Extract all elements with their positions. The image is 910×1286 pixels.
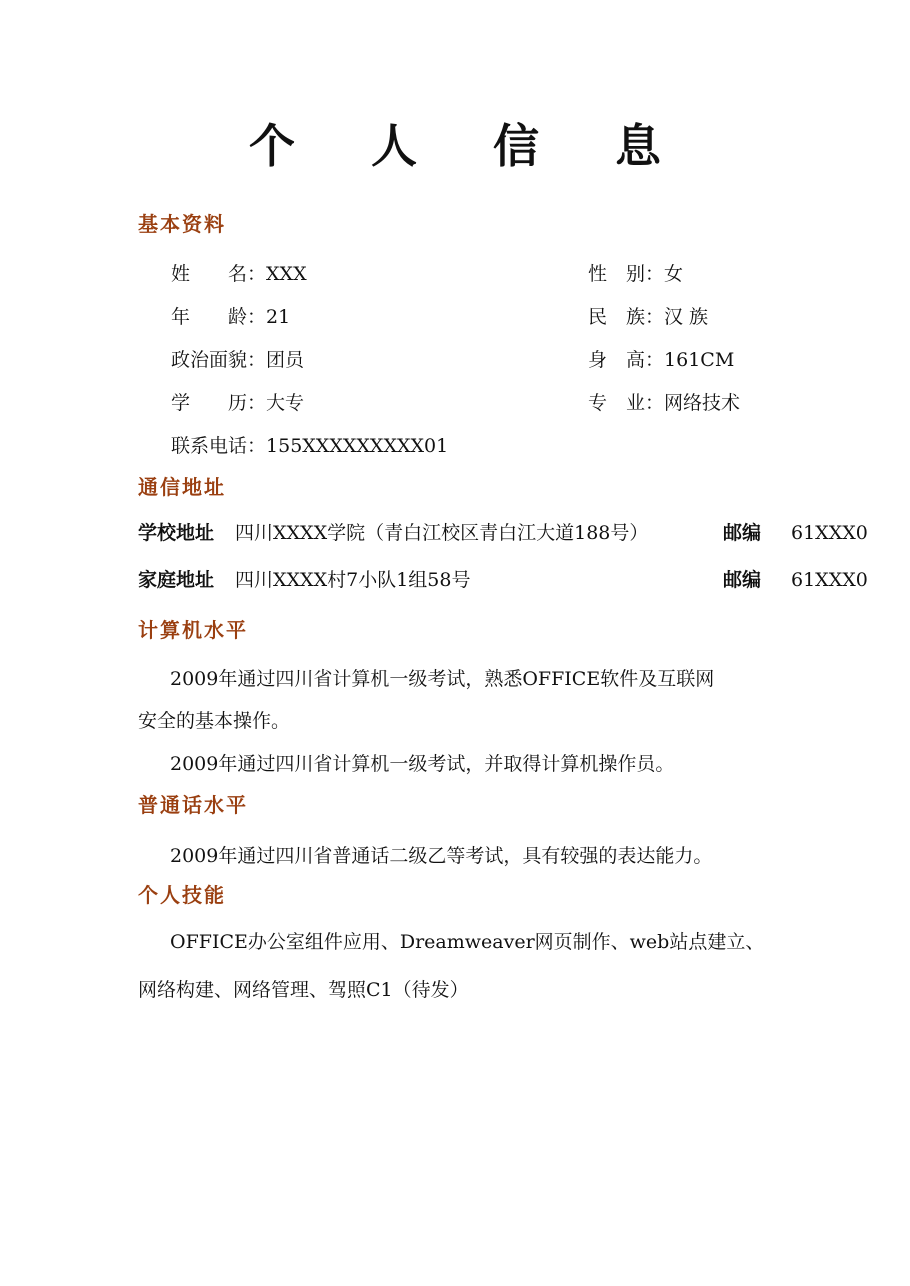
- computer-line-3: 2009年通过四川省计算机一级考试，并取得计算机操作员。: [170, 753, 675, 775]
- section-heading-mandarin: 普通话水平: [138, 793, 248, 817]
- home-address-label: 家庭地址: [138, 569, 215, 591]
- field-gender: [588, 261, 683, 287]
- skills-line-1: OFFICE办公室组件应用、Dreamweaver网页制作、web站点建立、: [170, 931, 765, 953]
- computer-line-1: 2009年通过四川省计算机一级考试，熟悉OFFICE软件及互联网: [170, 668, 715, 690]
- school-zip-value: 61XXX0: [791, 522, 868, 544]
- field-height-value: 161CM: [664, 349, 735, 371]
- mandarin-line-1: 2009年通过四川省普通话二级乙等考试，具有较强的表达能力。: [170, 845, 713, 867]
- field-ethnicity: [588, 304, 708, 330]
- home-zip-value: 61XXX0: [791, 569, 868, 591]
- field-political-label: 政治面貌：: [171, 349, 267, 371]
- field-major-label: 专 业：: [588, 392, 665, 414]
- field-height: [588, 347, 734, 373]
- home-address-value: 四川XXXX村7小队1组58号: [235, 569, 471, 591]
- field-phone-value: 155XXXXXXXXX01: [266, 435, 449, 457]
- field-gender-label: 性 别：: [588, 263, 665, 285]
- field-age-label: 年 龄：: [171, 306, 267, 328]
- field-major: [588, 390, 740, 416]
- field-education-value: 大专: [266, 392, 305, 414]
- school-address-label: 学校地址: [138, 522, 215, 544]
- field-age-value: 21: [266, 306, 291, 328]
- field-age: [171, 304, 290, 330]
- section-heading-address: 通信地址: [138, 475, 226, 499]
- field-name: [171, 261, 307, 287]
- field-political-value: 团员: [266, 349, 305, 371]
- field-education: [171, 390, 304, 416]
- field-political: [171, 347, 304, 373]
- home-zip-label: 邮编: [723, 569, 762, 591]
- school-zip-label: 邮编: [723, 522, 762, 544]
- field-name-label: 姓 名：: [171, 263, 267, 285]
- computer-line-2: 安全的基本操作。: [138, 710, 291, 732]
- section-heading-computer: 计算机水平: [138, 618, 248, 642]
- field-ethnicity-value: 汉 族: [664, 306, 709, 328]
- section-heading-basic: 基本资料: [138, 212, 226, 236]
- field-major-value: 网络技术: [664, 392, 741, 414]
- field-gender-value: 女: [664, 263, 684, 285]
- field-education-label: 学 历：: [171, 392, 267, 414]
- field-ethnicity-label: 民 族：: [588, 306, 665, 328]
- page-title: 个 人 信 息: [248, 119, 692, 173]
- field-name-value: XXX: [266, 263, 307, 285]
- school-address-value: 四川XXXX学院（青白江校区青白江大道188号）: [235, 522, 649, 544]
- field-phone: [171, 433, 448, 459]
- skills-line-2: 网络构建、网络管理、驾照C1（待发）: [138, 979, 469, 1001]
- field-height-label: 身 高：: [588, 349, 665, 371]
- section-heading-skills: 个人技能: [138, 883, 226, 907]
- field-phone-label: 联系电话：: [171, 435, 267, 457]
